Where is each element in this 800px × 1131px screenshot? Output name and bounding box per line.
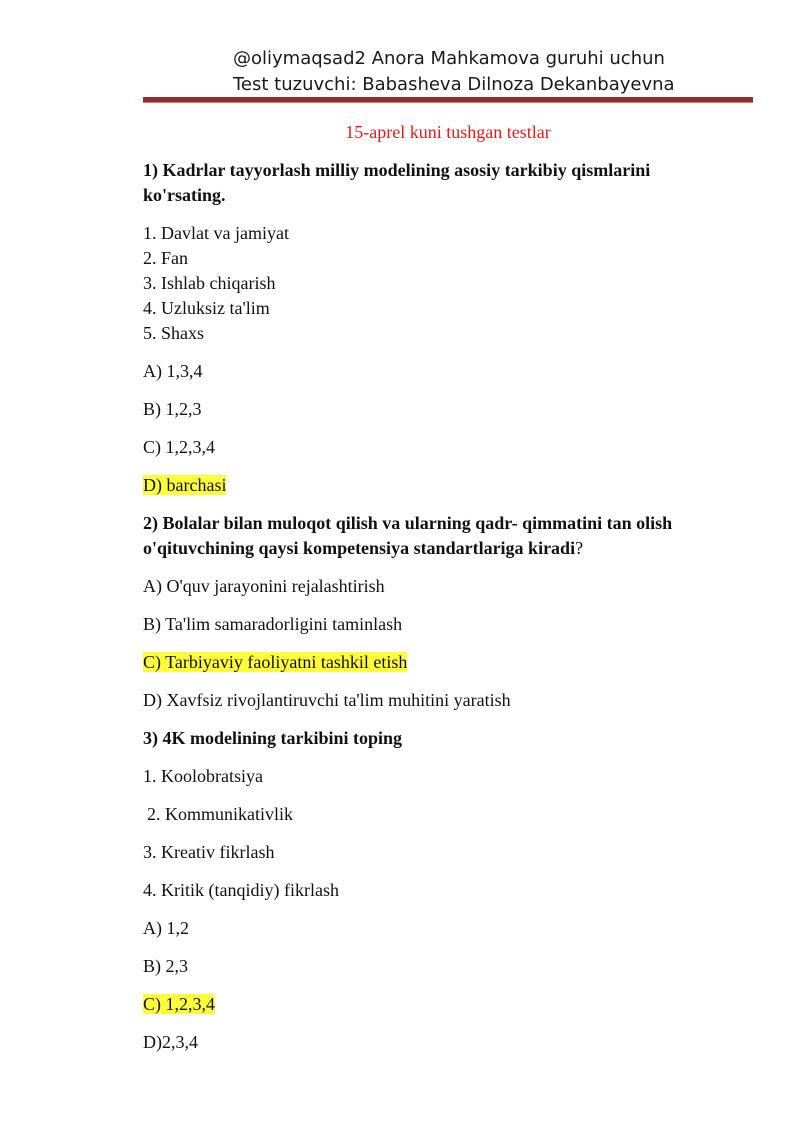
- q1-option-b: [143, 397, 733, 422]
- option-label: C) 1,2,3,4: [143, 437, 215, 457]
- option-label: A) 1,3,4: [143, 361, 203, 381]
- header-line-2: Test tuzuvchi: Babasheva Dilnoza Dekanbayevna: [233, 74, 675, 95]
- list-item: 3. Kreativ fikrlash: [143, 842, 275, 862]
- q1-option-d: [143, 473, 733, 498]
- q2-option-b: [143, 612, 733, 637]
- document-header: [233, 46, 753, 98]
- question-1: 1) Kadrlar tayyorlash milliy modelining asosiy tarkibiy qismlarini ko'rsating.: [143, 160, 651, 205]
- header-divider: [143, 97, 753, 103]
- page-subtitle: 15-aprel kuni tushgan testlar: [345, 122, 551, 142]
- q3-option-a: [143, 916, 733, 941]
- question-2-text: 2) Bolalar bilan muloqot qilish va ularning qadr- qimmatini tan olish o'qituvchining qaysi kompetensiya standartlariga kiradi: [143, 513, 673, 558]
- option-label-highlighted: C) 1,2,3,4: [143, 994, 215, 1014]
- question-2: [143, 511, 733, 561]
- list-item: 4. Kritik (tanqidiy) fikrlash: [143, 880, 339, 900]
- q1-option-a: [143, 359, 733, 384]
- option-label: A) O'quv jarayonini rejalashtirish: [143, 576, 385, 596]
- list-item: 1. Koolobratsiya: [143, 766, 263, 786]
- q2-option-c: [143, 650, 733, 675]
- option-label: D) Xavfsiz rivojlantiruvchi ta'lim muhitini yaratish: [143, 690, 511, 710]
- option-label-highlighted: D) barchasi: [143, 475, 227, 495]
- option-label: B) 1,2,3: [143, 399, 202, 419]
- option-label: B) Ta'lim samaradorligini taminlash: [143, 614, 403, 634]
- test-content: [143, 158, 733, 1068]
- option-label: D)2,3,4: [143, 1032, 198, 1052]
- list-item: 1. Davlat va jamiyat: [143, 223, 289, 243]
- q2-option-a: [143, 574, 733, 599]
- question-3: 3) 4K modelining tarkibini toping: [143, 728, 403, 748]
- list-item: 4. Uzluksiz ta'lim: [143, 298, 270, 318]
- q3-option-c: [143, 992, 733, 1017]
- q3-option-d: [143, 1030, 733, 1055]
- list-item: 5. Shaxs: [143, 323, 205, 343]
- option-label: A) 1,2: [143, 918, 189, 938]
- header-line-1: @oliymaqsad2 Anora Mahkamova guruhi uchun: [233, 48, 665, 69]
- q2-option-d: [143, 688, 733, 713]
- list-item: 2. Fan: [143, 248, 188, 268]
- option-label: B) 2,3: [143, 956, 188, 976]
- list-item: 2. Kommunikativlik: [147, 804, 293, 824]
- question-2-mark: ?: [575, 538, 584, 558]
- option-label-highlighted: C) Tarbiyaviy faoliyatni tashkil etish: [143, 652, 408, 672]
- q1-option-c: [143, 435, 733, 460]
- list-item: 3. Ishlab chiqarish: [143, 273, 276, 293]
- question-1-items: [143, 221, 733, 346]
- q3-option-b: [143, 954, 733, 979]
